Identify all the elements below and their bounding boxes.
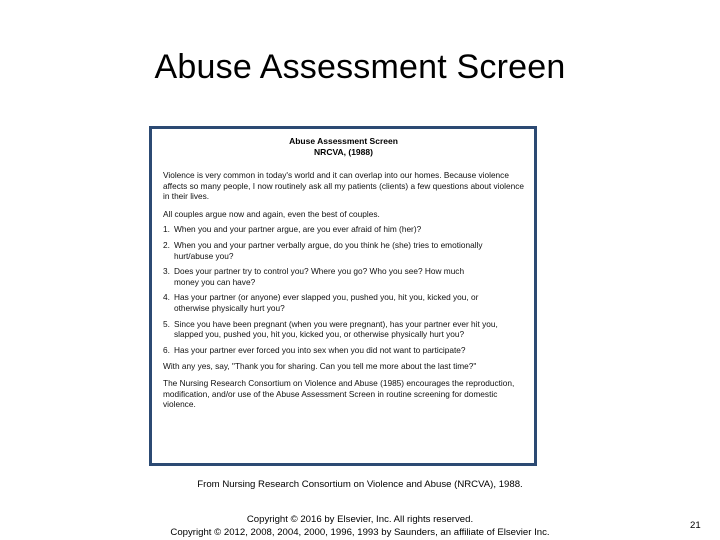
figure-intro: Violence is very common in today's world and it can overlap into our homes. Because violence affects so many people, I now routinely ask all my patients (clients) a few questions about violence in their lives. xyxy=(163,170,524,202)
question-item xyxy=(163,224,524,235)
question-number: 3. xyxy=(163,266,170,277)
figure-title: Abuse Assessment Screen xyxy=(289,136,398,146)
question-number: 6. xyxy=(163,344,170,355)
question-text-cont: otherwise physically hurt you? xyxy=(174,302,285,313)
question-text: When you and your partner verbally argue, do you think he (she) tries to emotionally xyxy=(174,239,483,250)
question-item xyxy=(163,319,524,340)
question-text: Does your partner try to control you? Where you go? Who you see? How much xyxy=(174,266,465,277)
question-item xyxy=(163,266,524,287)
copyright-line-2: Copyright © 2012, 2008, 2004, 2000, 1996, 1993 by Saunders, an affiliate of Elsevier Inc. xyxy=(170,526,550,538)
question-text: When you and your partner argue, are you ever afraid of him (her)? xyxy=(174,224,422,235)
question-text: Has your partner ever forced you into sex when you did not want to participate? xyxy=(174,344,466,355)
question-number: 4. xyxy=(163,292,170,303)
question-item xyxy=(163,292,524,313)
question-text-cont: hurt/abuse you? xyxy=(174,250,234,261)
figure-subtitle: NRCVA, (1988) xyxy=(314,146,373,157)
question-text: Has your partner (or anyone) ever slapped you, pushed you, hit you, kicked you, or xyxy=(174,292,479,303)
question-item xyxy=(163,240,524,261)
figure-argue-line: All couples argue now and again, even the best of couples. xyxy=(163,208,380,219)
slide-title: Abuse Assessment Screen xyxy=(154,48,566,86)
question-number: 2. xyxy=(163,239,170,250)
question-text-cont: slapped you, pushed you, hit you, kicked you, or otherwise physically hurt you? xyxy=(174,329,465,340)
copyright-notice xyxy=(0,514,720,539)
question-number: 5. xyxy=(163,318,170,329)
question-text: Since you have been pregnant (when you were pregnant), has your partner ever hit you, xyxy=(174,318,498,329)
copyright-line-1: Copyright © 2016 by Elsevier, Inc. All rights reserved. xyxy=(246,514,474,525)
source-note: From Nursing Research Consortium on Violence and Abuse (NRCVA), 1988. xyxy=(197,479,523,490)
figure-closing: With any yes, say, "Thank you for sharing. Can you tell me more about the last time?" xyxy=(163,361,477,372)
question-item xyxy=(163,345,524,356)
figure-permission: The Nursing Research Consortium on Violence and Abuse (1985) encourages the reproduction, modification, and/or use of the Abuse Assessment Screen in routine screening for domestic violence. xyxy=(163,377,515,410)
question-number: 1. xyxy=(163,224,170,235)
page-number: 21 xyxy=(690,520,701,531)
assessment-figure xyxy=(149,126,537,466)
question-text-cont: money you can have? xyxy=(174,276,256,287)
